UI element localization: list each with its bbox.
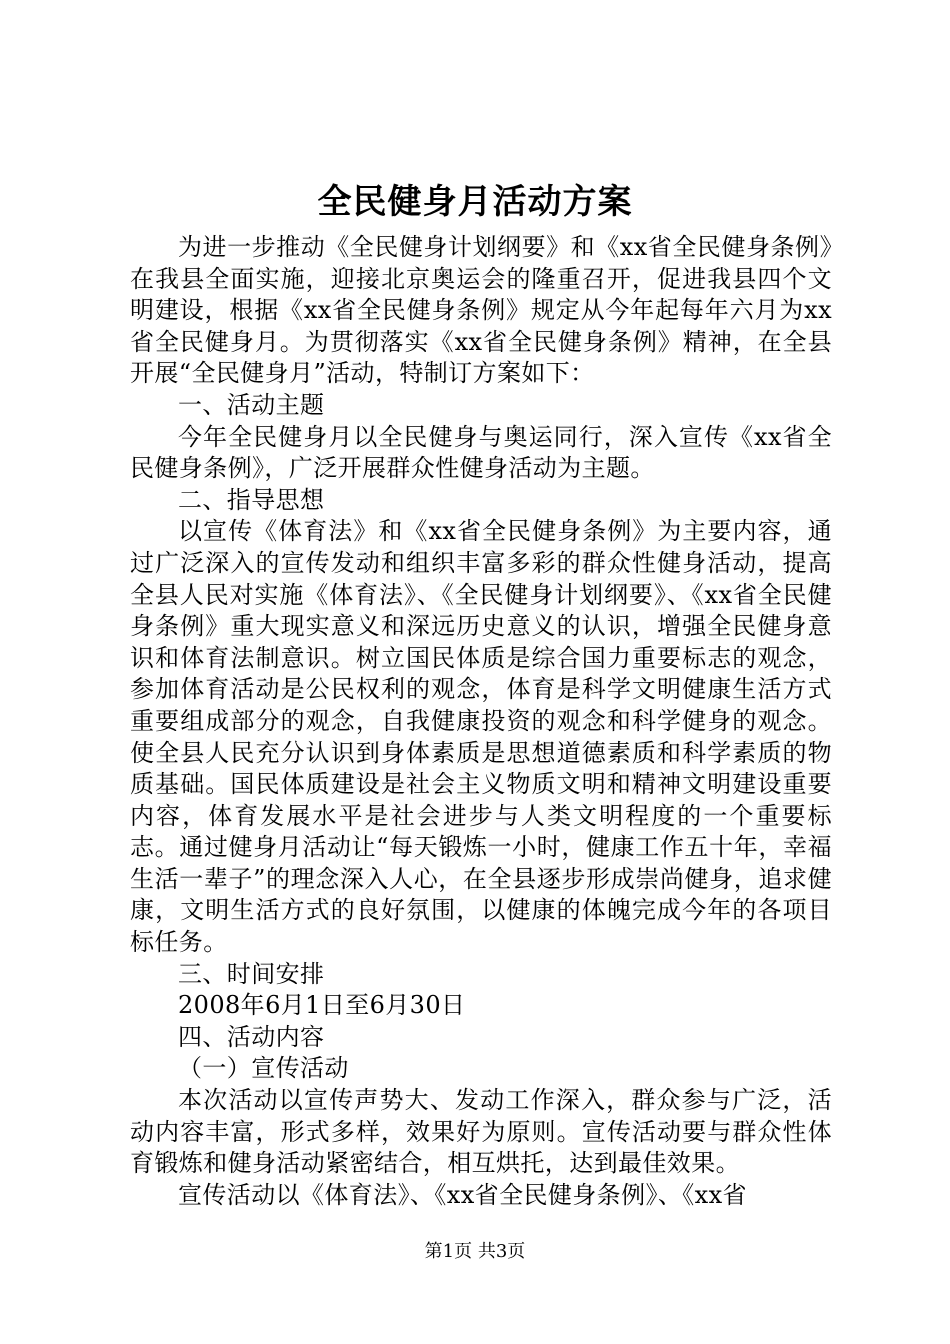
document-title: 全民健身月活动方案 (317, 182, 633, 222)
paragraph-schedule: 2008年6月1日至6月30日 (178, 991, 466, 1020)
paragraph-theme: 今年全民健身月以全民健身与奥运同行，深入宣传《xx省全民健身条例》，广泛开展群众性健身活动为主题。 (130, 422, 832, 483)
section-heading-content: 四、活动内容 (178, 1022, 325, 1051)
document-body (130, 232, 832, 1211)
section-heading-guiding-idea: 二、指导思想 (178, 485, 325, 514)
paragraph-publicity: 本次活动以宣传声势大、发动工作深入，群众参与广泛，活动内容丰富，形式多样，效果好为原则。宣传活动要与群众性体育锻炼和健身活动紧密结合，相互烘托，达到最佳效果。 (130, 1086, 832, 1178)
page-footer: 第1页 共3页 (424, 1241, 526, 1262)
paragraph-guiding-idea: 以宣传《体育法》和《xx省全民健身条例》为主要内容，通过广泛深入的宣传发动和组织丰富多彩的群众性健身活动，提高全县人民对实施《体育法》、《全民健身计划纲要》、《xx省全民健身条例》重大现实意义和深远历史意义的认识，增强全民健身意识和体育法制意识。树立国民体质是综合国力重要标志的观念，参加体育活动是公民权利的观念，体育是科学文明健康生活方式重要组成部分的观念，自我健康投资的观念和科学健身的观念。使全县人民充分认识到身体素质是思想道德素质和科学素质的物质基础。国民体质建设是社会主义物质文明和精神文明建设重要内容，体育发展水平是社会进步与人类文明程度的一个重要标志。通过健身月活动让“每天锻炼一小时，健康工作五十年，幸福生活一辈子”的理念深入人心，在全县逐步形成崇尚健身，追求健康，文明生活方式的良好氛围，以健康的体魄完成今年的各项目标任务。 (130, 517, 832, 957)
subsection-heading-publicity: （一）宣传活动 (178, 1054, 349, 1083)
section-heading-schedule: 三、时间安排 (178, 959, 325, 988)
section-heading-theme: 一、活动主题 (178, 390, 325, 419)
paragraph-intro: 为进一步推动《全民健身计划纲要》和《xx省全民健身条例》在我县全面实施，迎接北京奥运会的隆重召开，促进我县四个文明建设，根据《xx省全民健身条例》规定从今年起每年六月为xx省全民健身月。为贯彻落实《xx省全民健身条例》精神，在全县开展“全民健身月”活动，特制订方案如下： (130, 233, 832, 388)
paragraph-publicity-continued: 宣传活动以《体育法》、《xx省全民健身条例》、《xx省 (178, 1180, 747, 1209)
